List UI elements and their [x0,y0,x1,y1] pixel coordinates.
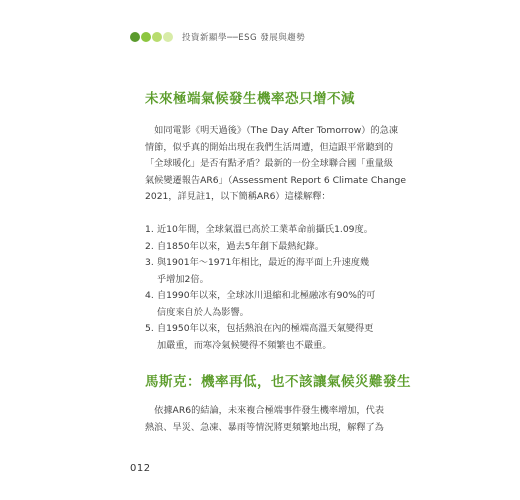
list-item-text: 近10年間，全球氣溫已高於工業革命前攝氏1.09度。 [157,224,373,235]
list-item [145,222,405,239]
ornament-dot [163,32,173,42]
list-item-text: 自1850年以來，過去5年創下最熱紀錄。 [157,240,325,252]
section-heading-extreme-climate: 未來極端氣候發生機率恐只增不減 [145,91,355,107]
ornament-dot [141,32,151,42]
list-item [145,239,405,256]
list-item-number: 3. [145,257,154,268]
paragraph-line: 「全球暖化」是否有點矛盾？最新的一份全球聯合國「重量級 [145,158,394,169]
list-item-text: 自1990年以來，全球冰川退縮和北極融冰有90%的可 [157,290,376,301]
list-item [145,288,405,321]
list-item-text: 乎增加2倍。 [157,273,209,285]
findings-list [145,222,405,354]
paragraph-line: 氣候變遷報告AR6」（Assessment Report 6 Climate Change [145,174,407,186]
intro-paragraph [145,123,407,206]
paragraph-line: 熱浪、旱災、急凍、暴雨等情況將更頻繁地出現，解釋了為 [145,421,384,433]
section-heading-musk: 馬斯克：機率再低，也不該讓氣候災難發生 [145,374,411,390]
list-item-number: 1. [145,224,154,235]
paragraph-line: 如同電影《明天過後》（The Day After Tomorrow）的急凍 [145,125,399,136]
list-item-number: 2. [145,240,154,252]
running-header [130,30,305,44]
ornament-dot [130,32,140,42]
list-item-number: 4. [145,290,154,301]
paragraph-line: 依據AR6的結論，未來複合極端事件發生機率增加，代表 [145,405,385,416]
paragraph-line: 2021，詳見註1，以下簡稱AR6）這樣解釋： [145,191,331,202]
list-item [145,255,405,288]
page-number: 012 [130,463,151,474]
ornament-dot [152,32,162,42]
header-title: 投資新顯學──ESG 發展與趨勢 [182,33,306,43]
list-item-text: 與1901年～1971年相比，最近的海平面上升速度幾 [157,257,370,268]
section2-paragraph [145,403,395,436]
list-item-text: 自1950年以來，包括熱浪在內的極端高溫天氣變得更 [157,323,374,334]
list-item-number: 5. [145,323,154,334]
list-item [145,321,405,354]
list-item-text: 加嚴重，而寒冷氣候變得不頻繁也不嚴重。 [157,339,332,351]
header-dots-ornament [130,32,174,42]
list-item-text: 信度來自於人為影響。 [157,306,249,318]
paragraph-line: 情節，似乎真的開始出現在我們生活周遭，但這跟平常聽到的 [145,141,394,153]
